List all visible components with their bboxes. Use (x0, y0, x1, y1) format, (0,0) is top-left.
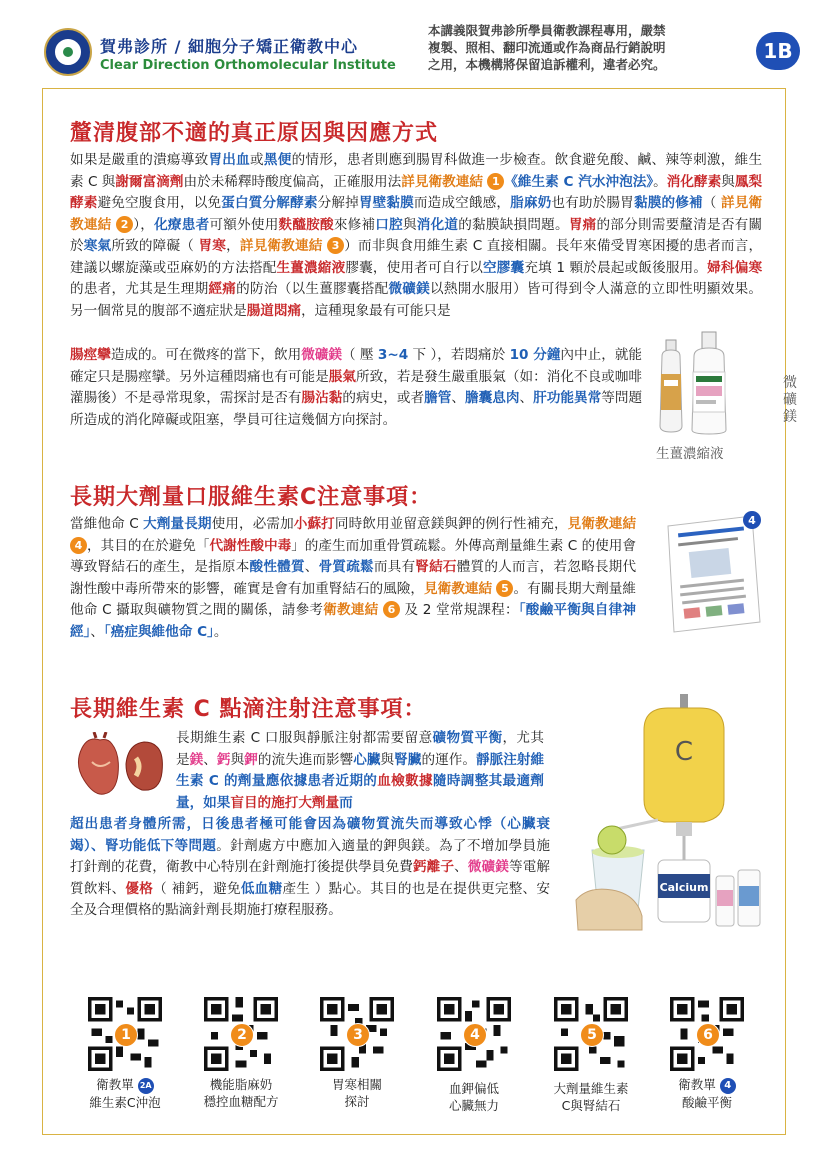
heart-kidney-image (70, 732, 170, 802)
qr-code-2[interactable] (204, 997, 278, 1071)
qr-label-6: 衛教單 4 酸鹼平衡 (652, 1076, 762, 1111)
brand-name-english: Clear Direction Orthomolecular Institute (100, 58, 396, 73)
caption-micro-magnesium: 微礦鎂 (783, 375, 797, 425)
qr-number-badge: 6 (696, 1023, 720, 1047)
copyright-notice: 本講義限賀弗診所學員衛教課程專用，嚴禁 複製、照相、翻印流通或作為商品行銷說明 之用，本機構將保留追訴權利，違者必究。 (428, 23, 666, 72)
section2-paragraph: 當維他命 C 大劑量長期使用，必需加小蘇打同時飲用並留意鎂與鉀的例行性補充，見衛教連結 4 ，其目的在於避免「代謝性酸中毒」的產生而加重骨質疏鬆。外傳高劑量維生素 C 的使用會導致腎結石的產生，是指原本酸性體質、骨質疏鬆而具有腎結石體質的人而言，若忽略長期代謝性酸中毒所帶來的影響，確實是會有加重腎結石的風險，見衛教連結 5 。有關長期大劑量維他命 C 攝取與礦物質之間的關係，請參考衛教連結 6 及 2 堂常規課程：「酸鹼平衡與自律神經」、「癌症與維他命 C」。 (70, 516, 637, 640)
iv-drip-supplements-image (572, 690, 772, 940)
page-header (0, 0, 829, 88)
section3-paragraph-bottom: 超出患者身體所需，日後患者極可能會因為礦物質流失而導致心悸（心臟衰竭）、腎功能低下等問題。針劑處方中應加入適量的鉀與鎂。為了不增加學員施打針劑的花費，衛教中心特別在針劑施打後提供學員免費鈣離子、微礦鎂等電解質飲料、優格（ 補鈣，避免低血糖產生 ）點心。其目的也是在提供更完整、安全及合理價格的點滴針劑長期施打療程服務。 (70, 816, 551, 918)
qr-number-badge: 4 (463, 1023, 487, 1047)
qr-number-badge: 5 (580, 1023, 604, 1047)
qr-code-6[interactable] (670, 997, 744, 1071)
qr-label-1: 衛教單 2A 維生素C沖泡 (89, 1077, 161, 1110)
page-number-badge: 1B (756, 32, 800, 70)
svg-text:Calcium: Calcium (659, 881, 709, 894)
brand-name-chinese: 賀弗診所 / 細胞分子矯正衛教中心 (100, 37, 358, 56)
qr-code-3[interactable] (320, 997, 394, 1071)
handout-badge-icon: 2A (138, 1078, 154, 1094)
caption-ginger-extract: 生薑濃縮液 (656, 446, 724, 462)
section1-title: 釐清腹部不適的真正原因與因應方式 (70, 121, 439, 146)
handout-thumbnail-image (660, 510, 765, 638)
section3-paragraph-top: 長期維生素 C 口服與靜脈注射都需要留意礦物質平衡，尤其是鎂、鈣與鉀的流失進而影響心臟與腎臟的運作。靜脈注射維生素 C 的劑量應依據患者近期的血檢數據隨時調整其最適劑量，如果盲目的施打大劑量而 (176, 730, 545, 811)
institute-logo (44, 28, 92, 76)
qr-code-5[interactable] (554, 997, 628, 1071)
qr-label-4: 血鉀偏低 心臟無力 (448, 1081, 499, 1113)
qr-label-2: 機能脂麻奶 穩控血糖配方 (203, 1077, 279, 1109)
svg-text:4: 4 (748, 514, 756, 527)
section1-paragraph-bottom: 腸痙攣造成的。可在微疼的當下，飲用微礦鎂（ 壓 3~4 下 ），若悶痛於 10 分鐘內中止，就能確定只是腸痙攣。另外這種悶痛也有可能是脹氣所致，若是發生嚴重脹氣（如：消化不良或咖啡灌腸後）不是尋常現象，需探討是否有腸沾黏的病史，或者膽管、膽囊息肉、肝功能異常等問題所造成的消化障礙或阻塞，學員可往這幾個方向探討。 (70, 347, 643, 428)
section3-title: 長期維生素 C 點滴注射注意事項： (70, 697, 427, 722)
handout-badge-icon: 4 (720, 1078, 736, 1094)
product-bottles-image (652, 326, 762, 436)
qr-label-3: 胃寒相關 探討 (331, 1077, 382, 1109)
svg-text:C: C (674, 737, 694, 767)
qr-label-5: 大劑量維生素 C與腎結石 (553, 1081, 629, 1113)
qr-code-4[interactable] (437, 997, 511, 1071)
section1-paragraph-top: 如果是嚴重的潰瘍導致胃出血或黑便的情形，患者則應到腸胃科做進一步檢查。飲食避免酸、鹹、辣等刺激，維生素 C 與謝爾富滴劑由於未稀釋時酸度偏高，正確服用法詳見衛教連結 1 《維生素 C 汽水沖泡法》。消化酵素與鳳梨酵素避免空腹食用，以免蛋白質分解酵素分解掉胃壁黏膜而造成空餓感，脂麻奶也有助於腸胃黏膜的修補（ 詳見衛教連結 2 ），化療患者可額外使用麩醯胺酸來修補口腔與消化道的黏膜缺損問題。胃痛的部分則需要釐清是否有關於寒氣所致的障礙（ 胃寒，詳見衛教連結 3 ）而非與食用維生素 C 直接相關。長年來備受胃寒困擾的患者而言，建議以螺旋藻或亞麻奶的方法搭配生薑濃縮液膠囊，使用者可自行以空膠囊充填 1 顆於晨起或飯後服用。婦科偏寒的患者，尤其是生理期經痛的防治（以生薑膠囊搭配微礦鎂以熱開水服用）皆可得到令人滿意的立即性明顯效果。另一個常見的腹部不適症狀是腸道悶痛，這種現象最有可能只是 (70, 152, 763, 319)
qr-number-badge: 3 (346, 1023, 370, 1047)
qr-code-1[interactable] (88, 997, 162, 1071)
qr-number-badge: 1 (114, 1023, 138, 1047)
qr-number-badge: 2 (230, 1023, 254, 1047)
section2-title: 長期大劑量口服維生素C注意事項： (70, 485, 433, 510)
